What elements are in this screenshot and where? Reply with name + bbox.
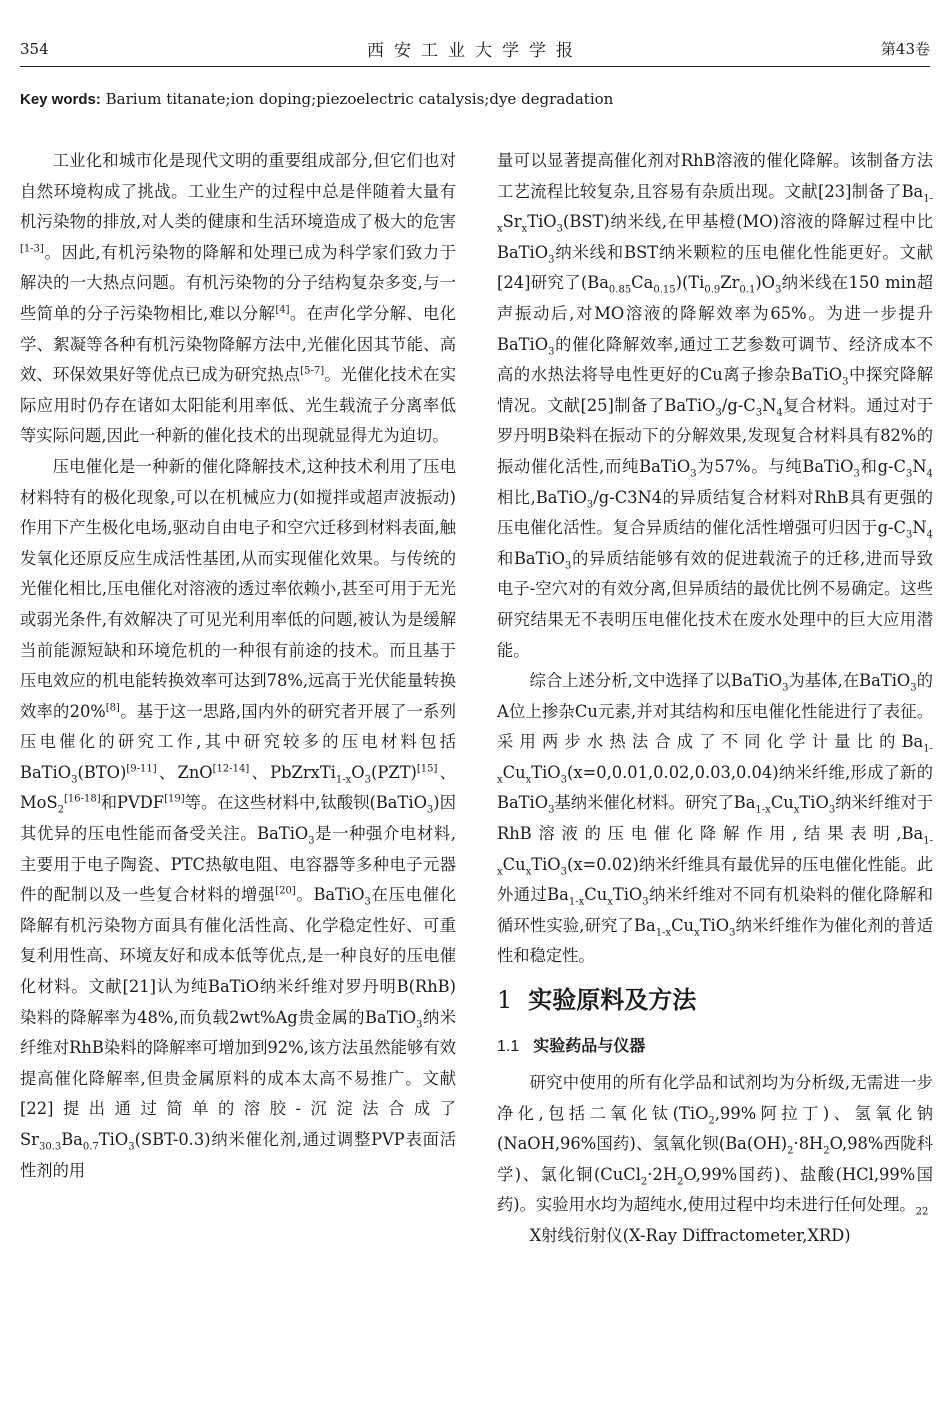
left-column	[20, 146, 456, 1186]
keywords-text: Barium titanate;ion doping;piezoelectric catalysis;dye degradation	[105, 90, 614, 108]
paragraph-materials: 研究中使用的所有化学品和试剂均为分析级,无需进一步净化,包括二氧化钛(TiO$_2$,99%阿拉丁)、氢氧化钠(NaOH,96%国药)、氢氧化钡($Ba(OH)_2\cdot 8H_2O,98\%$西陇科学)、氯化铜($CuCl_2\cdot 2H_2O,99\%$国药)、盐酸(HCl,99%国药)。实验用水均为超纯水,使用过程中均未进行任何处理。$_{22}$	[497, 1073, 934, 1218]
header-rule	[20, 66, 930, 67]
right-column	[497, 146, 933, 1252]
subsection-heading: 1.1 实验药品与仪器	[497, 1038, 646, 1056]
section-heading: 1 实验原料及方法	[497, 985, 697, 1015]
paragraph-piezo: 压电催化是一种新的催化降解技术,这种技术利用了压电材料特有的极化现象,可以在机械应力(如搅拌或超声波振动)作用下产生极化电场,驱动自由电子和空穴迁移到材料表面,触发氧化还原反应生成活性基团,从而实现催化效果。与传统的光催化相比,压电催化对溶液的透过率依赖小,甚至可用于无光或弱光条件,有效解决了可见光利用率低的问题,被认为是缓解当前能源短缺和环境危机的一种很有前途的技术。而且基于压电效应的机电能转换效率可达到78%,远高于光伏能量转换效率的20%[8]。基于这一思路,国内外的研究者开展了一系列压电催化的研究工作,其中研究较多的压电材料包括BaTiO$_3$(BTO)[9-11]、ZnO[12-14]、$PbZrxTi_{1-x}O_3(PZT)[15]$、MoS$_2$[16-18]和PVDF[19]等。在这些材料中,钛酸钡(BaTiO$_3$)因其优异的压电性能而备受关注。BaTiO$_3$是一种强介电材料,主要用于电子陶瓷、PTC热敏电阻、电容器等多种电子元器件的配制以及一些复合材料的增强[20]。BaTiO$_3$在压电催化降解有机污染物方面具有催化活性高、化学稳定性好、可重复利用性高、环境友好和成本低等优点,是一种良好的压电催化材料。文献[21]认为纯BaTiO纳米纤维对罗丹明B(RhB)染料的降解率为48%,而负载2wt%Ag贵金属的BaTiO$_3$纳米纤维对RhB染料的降解率可增加到92%,该方法虽然能够有效提高催化降解率,但贵金属原料的成本太高不易推广。文献[22]提出通过简单的溶胶-沉淀法合成了$Sr_{30.3}Ba_{0.7}TiO_3(SBT-0.3)$纳米催化剂,通过调整PVP表面活性剂的用	[20, 456, 456, 1180]
keywords-line	[20, 90, 613, 108]
paragraph-continued: 量可以显著提高催化剂对RhB溶液的催化降解。该制备方法工艺流程比较复杂,且容易有杂质出现。文献[23]制备了$Ba_{1-x}Sr_xTiO_3(BST)$纳米线,在甲基橙(MO)溶液的降解过程中比BaTiO$_3$纳米线和BST纳米颗粒的压电催化性能更好。文献[24]研究了$(Ba_{0.85}Ca_{0.15})(Ti_{0.9}Zr_{0.1})O_3$纳米线在150 min超声振动后,对MO溶液的降解效率为65%。为进一步提升BaTiO$_3$的催化降解效率,通过工艺参数可调节、经济成本不高的水热法将导电性更好的Cu离子掺杂BaTiO$_3$中探究降解情况。文献[25]制备了$BaTiO_3/g-C_3N_4$复合材料。通过对于罗丹明B染料在振动下的分解效果,发现复合材料具有82%的振动催化活性,而纯BaTiO$_3$为57%。与纯BaTiO$_3$和$g-C_3N_4$相比,BaTiO$_3$/g-C3N4的异质结复合材料对RhB具有更强的压电催化活性。复合异质结的催化活性增强可归因于$g-C_3N_4$和BaTiO$_3$的异质结能够有效的促进载流子的迁移,进而导致电子-空穴对的有效分离,但异质结的最优比例不易确定。这些研究结果无不表明压电催化技术在废水处理中的巨大应用潜能。	[497, 151, 933, 660]
journal-title: 西安工业大学学报	[367, 41, 583, 61]
paragraph-summary: 综合上述分析,文中选择了以BaTiO$_3$为基体,在BaTiO$_3$的A位上掺杂Cu元素,并对其结构和压电催化性能进行了表征。采用两步水热法合成了不同化学计量比的$Ba_{1-x}Cu_xTiO_3(x=0,0.01,0.02,0.03,0.04)$纳米纤维,形成了新的BaTiO$_3$基纳米催化材料。研究了$Ba_{1-x}Cu_xTiO_3$纳米纤维对于RhB溶液的压电催化降解作用,结果表明$,Ba_{1-x}Cu_xTiO_3(x=0.02)$纳米纤维具有最优异的压电催化性能。此外通过$Ba_{1-x}Cu_xTiO_3$纳米纤维对不同有机染料的催化降解和循环性实验,研究了$Ba_{1-x}Cu_xTiO_3$纳米纤维作为催化剂的普适性和稳定性。	[497, 671, 934, 966]
volume-label: 第43卷	[880, 40, 930, 58]
keywords-label: Key words:	[20, 91, 101, 108]
paragraph-xrd: X射线衍射仪(X-Ray Diffractometer,XRD)	[529, 1226, 851, 1245]
page-number: 354	[20, 40, 49, 58]
running-header	[20, 36, 930, 66]
paragraph-intro: 工业化和城市化是现代文明的重要组成部分,但它们也对自然环境构成了挑战。工业生产的过程中总是伴随着大量有机污染物的排放,对人类的健康和生活环境造成了极大的危害[1-3]。因此,有机污染物的降解和处理已成为科学家们致力于解决的一大热点问题。有机污染物的分子结构复杂多变,与一些简单的分子污染物相比,难以分解[4]。在声化学分解、电化学、絮凝等各种有机污染物降解方法中,光催化因其节能、高效、环保效果好等优点已成为研究热点[5-7]。光催化技术在实际应用时仍存在诸如太阳能利用率低、光生载流子分离率低等实际问题,因此一种新的催化技术的出现就显得尤为迫切。	[20, 151, 456, 446]
